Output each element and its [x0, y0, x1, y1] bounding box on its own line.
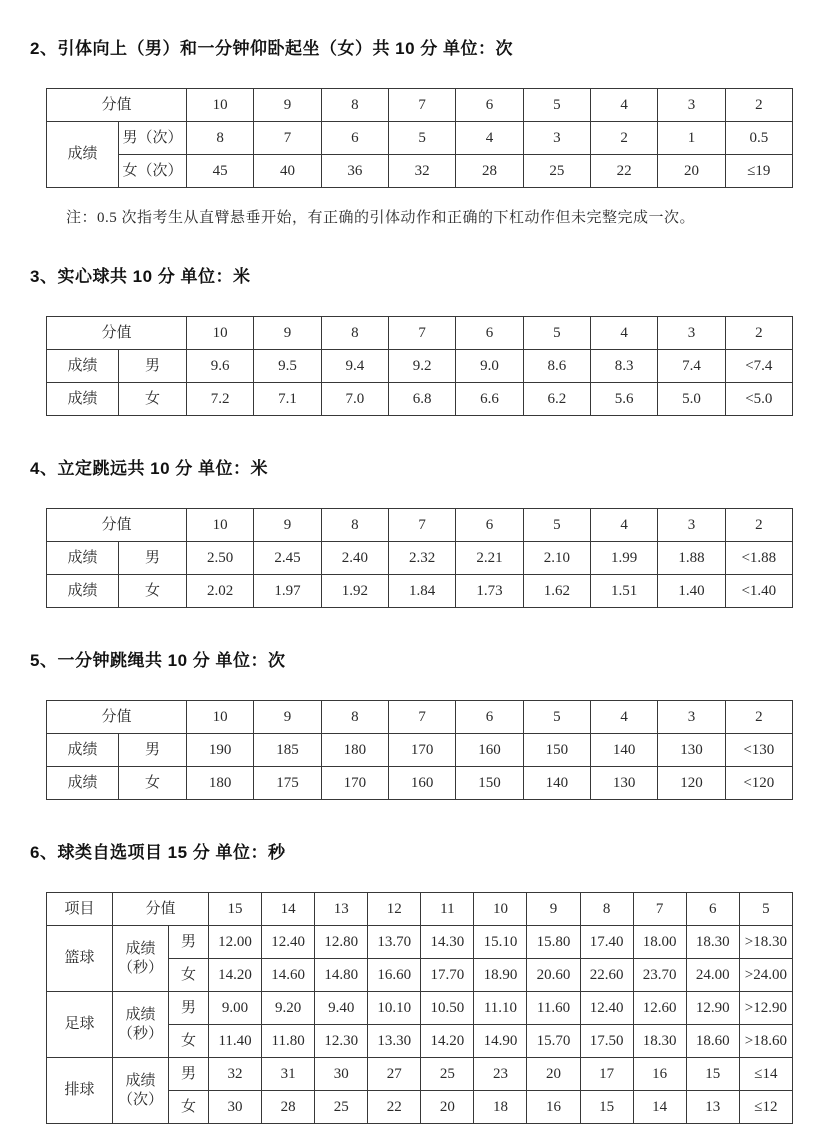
- score-header-row: [47, 893, 793, 926]
- result-value-cell: 130: [590, 767, 657, 800]
- result-value-cell: 8.6: [523, 350, 590, 383]
- result-value-cell: 6.8: [389, 383, 456, 416]
- result-value-cell: 9.5: [254, 350, 321, 383]
- result-value-cell: 18.30: [686, 926, 739, 959]
- group-label-cell: 成绩: [47, 383, 119, 416]
- result-value-cell: <1.40: [725, 575, 792, 608]
- score-point-cell: 4: [590, 701, 657, 734]
- result-value-cell: 12.60: [633, 992, 686, 1025]
- result-value-cell: 11.60: [527, 992, 580, 1025]
- score-point-cell: 2: [725, 317, 792, 350]
- ball-games-score-table: [46, 892, 793, 1124]
- result-value-cell: ≤19: [725, 155, 792, 188]
- result-value-cell: 7: [254, 122, 321, 155]
- row-label-cell: 男: [119, 350, 187, 383]
- result-value-cell: 9.40: [315, 992, 368, 1025]
- result-value-cell: >18.60: [739, 1025, 792, 1058]
- result-value-cell: 1.88: [658, 542, 725, 575]
- row-label-cell: 男: [119, 734, 187, 767]
- result-value-cell: 8.3: [590, 350, 657, 383]
- score-corner-cell: 分值: [47, 701, 187, 734]
- result-value-cell: 9.2: [389, 350, 456, 383]
- result-value-cell: <5.0: [725, 383, 792, 416]
- result-value-cell: 15.80: [527, 926, 580, 959]
- result-value-cell: 20: [658, 155, 725, 188]
- result-value-cell: 170: [389, 734, 456, 767]
- result-value-cell: >12.90: [739, 992, 792, 1025]
- pullup-note-text: 注：0.5 次指考生从直臂悬垂开始，有正确的引体动作和正确的下杠动作但未完整完成一次。: [66, 210, 696, 226]
- score-point-cell: 7: [633, 893, 686, 926]
- result-value-cell: 0.5: [725, 122, 792, 155]
- result-value-cell: 24.00: [686, 959, 739, 992]
- score-corner-cell: 分值: [47, 509, 187, 542]
- result-row: [47, 767, 793, 800]
- rope-skipping-score-table: [46, 700, 793, 800]
- result-value-cell: <1.88: [725, 542, 792, 575]
- row-label-cell: 女: [169, 1025, 209, 1058]
- row-label-cell: 男: [169, 992, 209, 1025]
- result-value-cell: 1.99: [590, 542, 657, 575]
- score-point-cell: 6: [456, 317, 523, 350]
- group-label-cell: 成绩: [47, 767, 119, 800]
- result-value-cell: 27: [368, 1058, 421, 1091]
- result-value-cell: 1.40: [658, 575, 725, 608]
- result-row: [47, 155, 793, 188]
- result-value-cell: 9.6: [187, 350, 254, 383]
- result-value-cell: 9.00: [209, 992, 262, 1025]
- score-point-cell: 6: [686, 893, 739, 926]
- result-value-cell: 13.30: [368, 1025, 421, 1058]
- result-value-cell: 8: [187, 122, 254, 155]
- row-label-cell: 女: [119, 767, 187, 800]
- result-value-cell: 150: [456, 767, 523, 800]
- result-row: [47, 926, 793, 959]
- result-value-cell: 12.40: [580, 992, 633, 1025]
- section-title-medicine-ball: 3、实心球共 10 分 单位：米: [30, 267, 251, 286]
- standing-jump-score-table: [46, 508, 793, 608]
- row-label-cell: 女: [169, 959, 209, 992]
- score-point-cell: 4: [590, 89, 657, 122]
- result-value-cell: <130: [725, 734, 792, 767]
- score-point-cell: 5: [739, 893, 792, 926]
- result-value-cell: 14.30: [421, 926, 474, 959]
- result-value-cell: 2.10: [523, 542, 590, 575]
- result-value-cell: 2.32: [389, 542, 456, 575]
- result-value-cell: 7.4: [658, 350, 725, 383]
- result-value-cell: 6.2: [523, 383, 590, 416]
- row-label-cell: 女: [119, 383, 187, 416]
- result-value-cell: 5.0: [658, 383, 725, 416]
- sport-name-cell: 足球: [47, 992, 113, 1058]
- score-point-cell: 10: [187, 701, 254, 734]
- result-value-cell: 31: [262, 1058, 315, 1091]
- score-point-cell: 12: [368, 893, 421, 926]
- score-point-cell: 3: [658, 509, 725, 542]
- result-value-cell: 18.00: [633, 926, 686, 959]
- section-standing-jump: [30, 458, 793, 608]
- result-value-cell: 2.21: [456, 542, 523, 575]
- section-title-rope-skipping: 5、一分钟跳绳共 10 分 单位：次: [30, 651, 286, 670]
- result-row: [47, 122, 793, 155]
- result-value-cell: 16: [633, 1058, 686, 1091]
- result-value-cell: 6: [321, 122, 388, 155]
- result-value-cell: 15: [686, 1058, 739, 1091]
- result-row: [47, 1058, 793, 1091]
- result-value-cell: 20.60: [527, 959, 580, 992]
- score-header-row: [47, 509, 793, 542]
- result-value-cell: 18.60: [686, 1025, 739, 1058]
- result-value-cell: 140: [590, 734, 657, 767]
- result-value-cell: 13: [686, 1091, 739, 1124]
- score-point-cell: 9: [254, 509, 321, 542]
- result-value-cell: 22.60: [580, 959, 633, 992]
- score-point-cell: 6: [456, 509, 523, 542]
- result-value-cell: 12.30: [315, 1025, 368, 1058]
- result-value-cell: 10.50: [421, 992, 474, 1025]
- result-value-cell: 30: [315, 1058, 368, 1091]
- result-value-cell: 12.00: [209, 926, 262, 959]
- score-point-cell: 5: [523, 701, 590, 734]
- result-value-cell: 175: [254, 767, 321, 800]
- group-label-cell: 成绩: [47, 542, 119, 575]
- result-value-cell: 160: [456, 734, 523, 767]
- result-value-cell: 23.70: [633, 959, 686, 992]
- score-point-cell: 2: [725, 509, 792, 542]
- result-value-cell: 18: [474, 1091, 527, 1124]
- result-value-cell: 1: [658, 122, 725, 155]
- result-value-cell: 7.2: [187, 383, 254, 416]
- result-value-cell: <120: [725, 767, 792, 800]
- section-ball-games: [30, 842, 793, 1124]
- result-value-cell: 180: [187, 767, 254, 800]
- score-point-cell: 4: [590, 317, 657, 350]
- result-value-cell: 17.50: [580, 1025, 633, 1058]
- score-point-cell: 8: [580, 893, 633, 926]
- result-value-cell: 32: [389, 155, 456, 188]
- score-point-cell: 13: [315, 893, 368, 926]
- result-value-cell: 14.20: [209, 959, 262, 992]
- score-point-cell: 5: [523, 317, 590, 350]
- score-point-cell: 2: [725, 89, 792, 122]
- row-label-cell: 男: [119, 542, 187, 575]
- result-value-cell: 14: [633, 1091, 686, 1124]
- section-medicine-ball: [30, 266, 793, 416]
- result-value-cell: 36: [321, 155, 388, 188]
- medicine-ball-score-table: [46, 316, 793, 416]
- result-value-cell: 20: [421, 1091, 474, 1124]
- score-corner-cell: 分值: [47, 317, 187, 350]
- result-value-cell: 25: [421, 1058, 474, 1091]
- result-value-cell: >18.30: [739, 926, 792, 959]
- result-value-cell: 14.20: [421, 1025, 474, 1058]
- section-pullup-situp: [30, 38, 793, 228]
- result-value-cell: 180: [321, 734, 388, 767]
- score-point-cell: 9: [254, 89, 321, 122]
- result-value-cell: 1.92: [321, 575, 388, 608]
- result-value-cell: 2.50: [187, 542, 254, 575]
- score-point-cell: 8: [321, 509, 388, 542]
- result-value-cell: 17.40: [580, 926, 633, 959]
- score-point-cell: 5: [523, 89, 590, 122]
- row-label-cell: 女（次）: [119, 155, 187, 188]
- score-point-cell: 5: [523, 509, 590, 542]
- score-header-row: [47, 317, 793, 350]
- result-value-cell: 40: [254, 155, 321, 188]
- group-label-cell: 成绩: [47, 575, 119, 608]
- score-header-row: [47, 89, 793, 122]
- score-point-cell: 9: [254, 701, 321, 734]
- score-point-cell: 8: [321, 89, 388, 122]
- result-value-cell: 16.60: [368, 959, 421, 992]
- result-value-cell: 18.30: [633, 1025, 686, 1058]
- result-value-cell: 15: [580, 1091, 633, 1124]
- result-value-cell: 5: [389, 122, 456, 155]
- result-value-cell: 5.6: [590, 383, 657, 416]
- result-value-cell: 1.84: [389, 575, 456, 608]
- score-point-cell: 3: [658, 317, 725, 350]
- score-point-cell: 6: [456, 89, 523, 122]
- result-value-cell: 20: [527, 1058, 580, 1091]
- result-row: [47, 734, 793, 767]
- result-value-cell: <7.4: [725, 350, 792, 383]
- result-value-cell: 12.90: [686, 992, 739, 1025]
- result-value-cell: 45: [187, 155, 254, 188]
- section-title-standing-jump: 4、立定跳远共 10 分 单位：米: [30, 459, 269, 478]
- score-point-cell: 10: [474, 893, 527, 926]
- group-label-cell: 成绩: [47, 350, 119, 383]
- score-point-cell: 3: [658, 701, 725, 734]
- result-value-cell: 190: [187, 734, 254, 767]
- result-value-cell: 15.10: [474, 926, 527, 959]
- score-point-cell: 9: [527, 893, 580, 926]
- result-value-cell: 9.4: [321, 350, 388, 383]
- result-value-cell: 18.90: [474, 959, 527, 992]
- score-point-cell: 6: [456, 701, 523, 734]
- measure-label-cell: 成绩（秒）: [113, 992, 169, 1058]
- score-point-cell: 8: [321, 317, 388, 350]
- score-point-cell: 14: [262, 893, 315, 926]
- result-value-cell: 2.02: [187, 575, 254, 608]
- result-value-cell: 3: [523, 122, 590, 155]
- result-value-cell: 11.10: [474, 992, 527, 1025]
- result-value-cell: 2.40: [321, 542, 388, 575]
- result-value-cell: 17: [580, 1058, 633, 1091]
- result-row: [47, 383, 793, 416]
- result-value-cell: 17.70: [421, 959, 474, 992]
- score-corner-cell: 分值: [113, 893, 209, 926]
- result-value-cell: 7.1: [254, 383, 321, 416]
- result-value-cell: 120: [658, 767, 725, 800]
- result-row: [47, 350, 793, 383]
- row-label-cell: 男（次）: [119, 122, 187, 155]
- result-value-cell: 25: [523, 155, 590, 188]
- result-value-cell: 1.62: [523, 575, 590, 608]
- score-point-cell: 4: [590, 509, 657, 542]
- result-value-cell: 140: [523, 767, 590, 800]
- result-value-cell: 32: [209, 1058, 262, 1091]
- score-point-cell: 3: [658, 89, 725, 122]
- result-value-cell: 13.70: [368, 926, 421, 959]
- row-label-cell: 男: [169, 1058, 209, 1091]
- score-point-cell: 7: [389, 317, 456, 350]
- result-value-cell: 25: [315, 1091, 368, 1124]
- result-value-cell: 1.73: [456, 575, 523, 608]
- result-value-cell: 28: [262, 1091, 315, 1124]
- score-corner-cell: 分值: [47, 89, 187, 122]
- row-label-cell: 女: [119, 575, 187, 608]
- score-point-cell: 10: [187, 89, 254, 122]
- result-value-cell: 14.80: [315, 959, 368, 992]
- result-row: [47, 575, 793, 608]
- score-point-cell: 7: [389, 89, 456, 122]
- result-value-cell: 28: [456, 155, 523, 188]
- score-point-cell: 7: [389, 701, 456, 734]
- score-header-row: [47, 701, 793, 734]
- row-label-cell: 女: [169, 1091, 209, 1124]
- result-value-cell: 6.6: [456, 383, 523, 416]
- result-value-cell: 150: [523, 734, 590, 767]
- result-value-cell: 10.10: [368, 992, 421, 1025]
- result-value-cell: 170: [321, 767, 388, 800]
- result-value-cell: 130: [658, 734, 725, 767]
- result-value-cell: 11.40: [209, 1025, 262, 1058]
- result-value-cell: 7.0: [321, 383, 388, 416]
- section-rope-skipping: [30, 650, 793, 800]
- result-value-cell: 22: [368, 1091, 421, 1124]
- result-value-cell: 14.60: [262, 959, 315, 992]
- score-point-cell: 2: [725, 701, 792, 734]
- result-value-cell: 14.90: [474, 1025, 527, 1058]
- result-value-cell: 11.80: [262, 1025, 315, 1058]
- result-value-cell: ≤14: [739, 1058, 792, 1091]
- result-value-cell: 9.0: [456, 350, 523, 383]
- section-title-ball-games: 6、球类自选项目 15 分 单位：秒: [30, 843, 286, 862]
- result-value-cell: 12.80: [315, 926, 368, 959]
- score-point-cell: 15: [209, 893, 262, 926]
- result-value-cell: ≤12: [739, 1091, 792, 1124]
- sport-name-cell: 篮球: [47, 926, 113, 992]
- pullup-situp-score-table: [46, 88, 793, 188]
- measure-label-cell: 成绩（秒）: [113, 926, 169, 992]
- row-label-cell: 男: [169, 926, 209, 959]
- result-value-cell: 9.20: [262, 992, 315, 1025]
- item-header-cell: 项目: [47, 893, 113, 926]
- result-row: [47, 992, 793, 1025]
- result-value-cell: 4: [456, 122, 523, 155]
- result-value-cell: 2: [590, 122, 657, 155]
- result-value-cell: 160: [389, 767, 456, 800]
- sport-name-cell: 排球: [47, 1058, 113, 1124]
- group-label-cell: 成绩: [47, 122, 119, 188]
- score-point-cell: 8: [321, 701, 388, 734]
- result-value-cell: 15.70: [527, 1025, 580, 1058]
- group-label-cell: 成绩: [47, 734, 119, 767]
- score-point-cell: 9: [254, 317, 321, 350]
- result-row: [47, 542, 793, 575]
- result-value-cell: 22: [590, 155, 657, 188]
- result-value-cell: 1.51: [590, 575, 657, 608]
- result-value-cell: 23: [474, 1058, 527, 1091]
- score-point-cell: 7: [389, 509, 456, 542]
- result-value-cell: 1.97: [254, 575, 321, 608]
- result-value-cell: 12.40: [262, 926, 315, 959]
- score-point-cell: 11: [421, 893, 474, 926]
- result-value-cell: 30: [209, 1091, 262, 1124]
- section-title-pullup-situp: 2、引体向上（男）和一分钟仰卧起坐（女）共 10 分 单位：次: [30, 39, 514, 58]
- score-point-cell: 10: [187, 509, 254, 542]
- result-value-cell: 16: [527, 1091, 580, 1124]
- result-value-cell: >24.00: [739, 959, 792, 992]
- measure-label-cell: 成绩（次）: [113, 1058, 169, 1124]
- score-point-cell: 10: [187, 317, 254, 350]
- result-value-cell: 185: [254, 734, 321, 767]
- result-value-cell: 2.45: [254, 542, 321, 575]
